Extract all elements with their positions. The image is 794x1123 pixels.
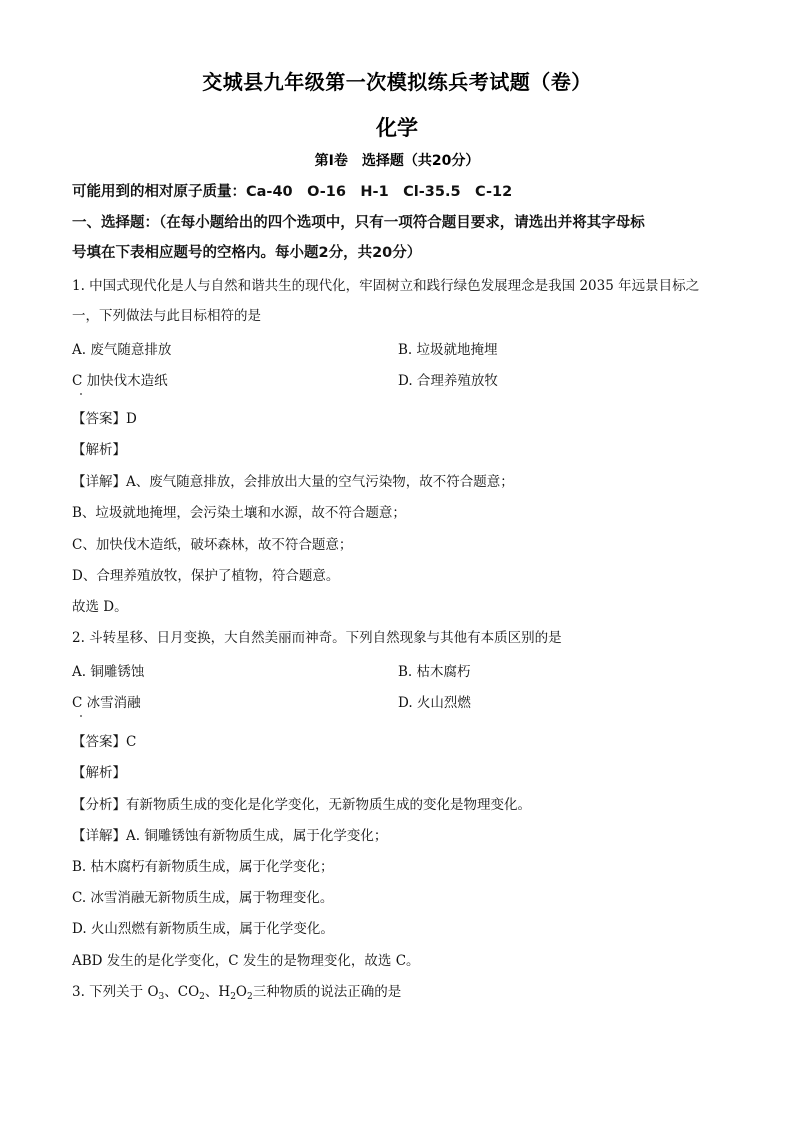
- subject-title: 化学: [376, 116, 418, 140]
- q1-stem-line-2: 一，下列做法与此目标相符的是: [72, 308, 261, 324]
- q2-option-c: C 冰雪消融: [72, 695, 141, 711]
- q1-option-b: B. 垃圾就地掩埋: [398, 342, 498, 358]
- q1-stem-line-1: 1. 中国式现代化是人与自然和谐共生的现代化，牢固树立和践行绿色发展理念是我国 2035 年远景目标之: [72, 278, 700, 294]
- ink-dot: [80, 393, 82, 395]
- q2-fenxi: 【分析】有新物质生成的变化是化学变化，无新物质生成的变化是物理变化。: [72, 797, 531, 813]
- q1-option-d: D. 合理养殖放牧: [398, 373, 498, 389]
- q2-detail-line: B. 枯木腐朽有新物质生成，属于化学变化；: [72, 859, 334, 875]
- q1-conclusion: 故选 D。: [72, 599, 128, 615]
- exam-title: 交城县九年级第一次模拟练兵考试题（卷）: [202, 70, 592, 94]
- q2-analysis-label: 【解析】: [72, 765, 126, 781]
- q2-option-b: B. 枯木腐朽: [398, 664, 471, 680]
- q3-o3-subscript: 3: [158, 992, 165, 1002]
- q1-detail-line: B、垃圾就地掩埋，会污染土壤和水源，故不符合题意；: [72, 505, 406, 521]
- section-title: 第Ⅰ卷 选择题（共20分）: [314, 153, 480, 169]
- q2-conclusion: ABD 发生的是化学变化，C 发生的是物理变化，故选 C。: [72, 953, 420, 969]
- q3-prefix: 3. 下列关于 O: [72, 984, 159, 1000]
- q1-option-c: C 加快伐木造纸: [72, 373, 168, 389]
- q1-detail-line: D、合理养殖放牧，保护了植物，符合题意。: [72, 568, 340, 584]
- q1-analysis-label: 【解析】: [72, 442, 126, 458]
- q3-suffix: 三种物质的说法正确的是: [252, 984, 402, 1000]
- instructions-line-2: 号填在下表相应题号的空格内。每小题2分，共20分）: [72, 245, 422, 261]
- q2-detail-line: D. 火山烈燃有新物质生成，属于化学变化。: [72, 921, 334, 937]
- q1-answer: 【答案】D: [72, 411, 137, 427]
- q3-sep-2: 、H: [204, 984, 231, 1000]
- q3-co2-subscript: 2: [199, 992, 205, 1002]
- q3-o-part: O: [235, 984, 247, 1000]
- q1-detail-line: C、加快伐木造纸，破坏森林，故不符合题意；: [72, 537, 353, 553]
- q2-answer: 【答案】C: [72, 734, 137, 750]
- q2-stem: 2. 斗转星移、日月变换，大自然美丽而神奇。下列自然现象与其他有本质区别的是: [72, 630, 562, 646]
- q2-detail-line: C. 冰雪消融无新物质生成，属于物理变化。: [72, 890, 334, 906]
- instructions-line-1: 一、选择题：（在每小题给出的四个选项中，只有一项符合题目要求，请选出并将其字母标: [72, 215, 645, 231]
- q3-h-subscript: 2: [230, 992, 236, 1002]
- ink-dot: [80, 715, 82, 717]
- q2-option-d: D. 火山烈燃: [398, 695, 471, 711]
- q1-option-a: A. 废气随意排放: [72, 342, 172, 358]
- q2-detail-line: 【详解】A. 铜雕锈蚀有新物质生成，属于化学变化；: [72, 828, 388, 844]
- q3-stem: [72, 982, 401, 1007]
- atomic-masses: 可能用到的相对原子质量：Ca-40 O-16 H-1 Cl-35.5 C-12: [72, 184, 513, 200]
- q3-sep-1: 、CO: [164, 984, 200, 1000]
- q3-o2-subscript: 2: [247, 992, 253, 1002]
- q1-detail-line: 【详解】A、废气随意排放，会排放出大量的空气污染物，故不符合题意；: [72, 474, 514, 490]
- q2-option-a: A. 铜雕锈蚀: [72, 664, 145, 680]
